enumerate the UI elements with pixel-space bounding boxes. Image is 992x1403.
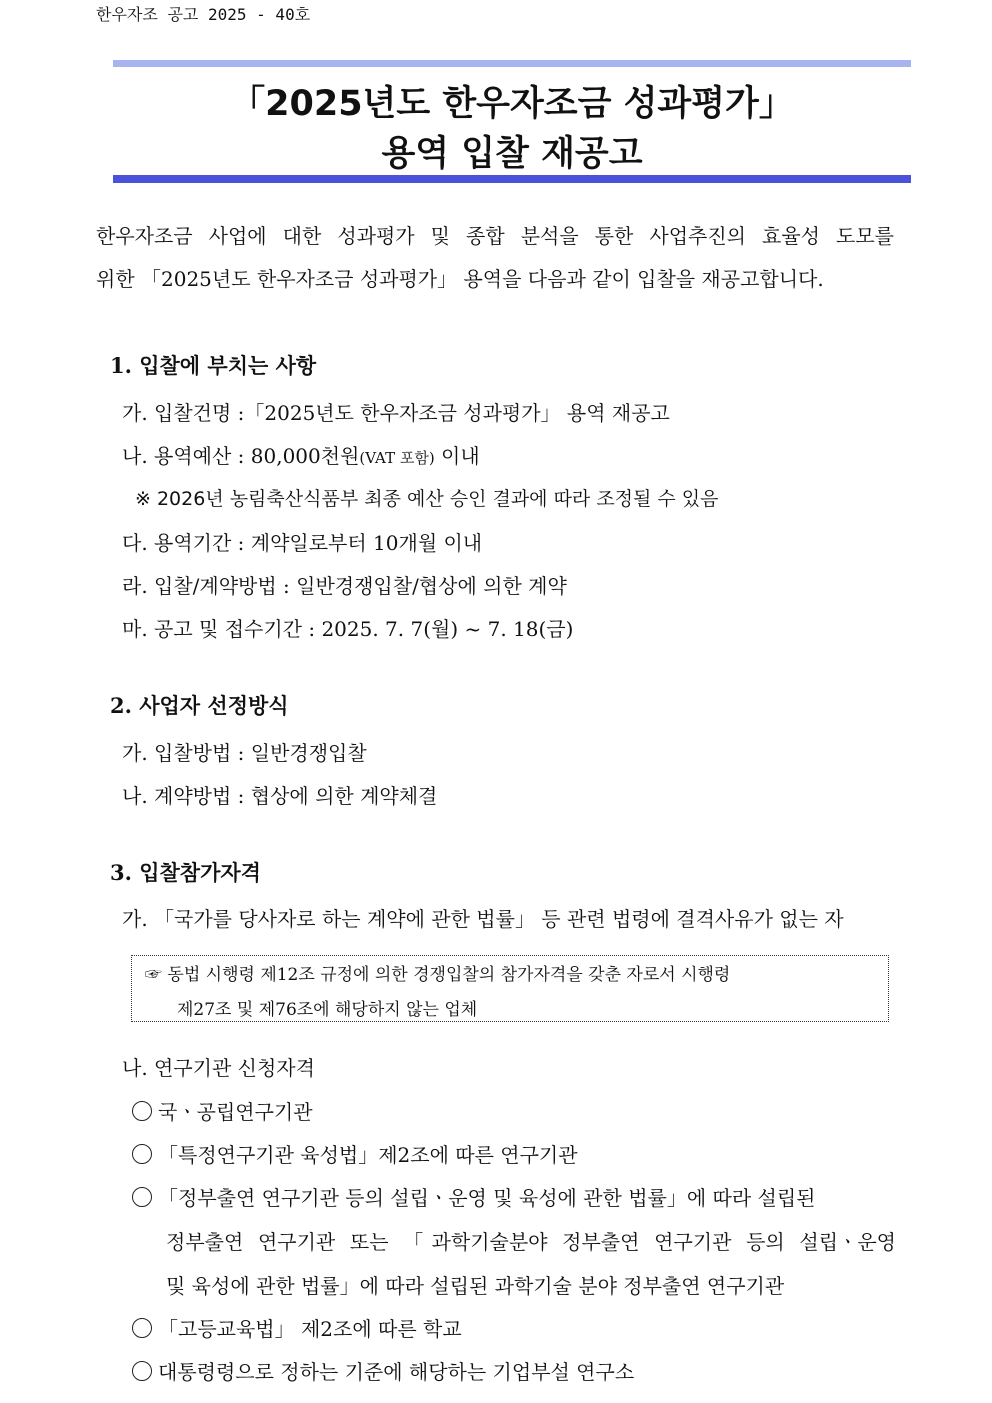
eligible-item-3-cont-1: 정부출연 연구기관 또는 「과학기술분야 정부출연 연구기관 등의 설립ㆍ운영 bbox=[166, 1230, 896, 1254]
section3-item-b: 나. 연구기관 신청자격 bbox=[122, 1056, 315, 1080]
eligible-item-2-text: 「특정연구기관 육성법」제2조에 따른 연구기관 bbox=[158, 1143, 578, 1167]
section2-heading: 2. 사업자 선정방식 bbox=[110, 693, 289, 718]
notice-number: 한우자조 공고 2025 - 40호 bbox=[96, 5, 311, 24]
eligible-item-1-text: 국ㆍ공립연구기관 bbox=[158, 1100, 313, 1124]
eligible-item-5-text: 대통령령으로 정하는 기준에 해당하는 기업부설 연구소 bbox=[158, 1360, 635, 1384]
note-box-line-2: 제27조 및 제76조에 해당하지 않는 업체 bbox=[177, 1000, 478, 1020]
section2-item-a: 가. 입찰방법 : 일반경쟁입찰 bbox=[122, 741, 367, 765]
circle-bullet-icon bbox=[132, 1144, 152, 1164]
eligible-item-4-text: 「고등교육법」 제2조에 따른 학교 bbox=[158, 1317, 462, 1341]
eligible-item-5 bbox=[132, 1356, 634, 1385]
note-box-line-1: ☞ 동법 시행령 제12조 규정에 의한 경쟁입찰의 참가자격을 갖춘 자로서 시행령 bbox=[145, 965, 731, 985]
circle-bullet-icon bbox=[132, 1318, 152, 1338]
eligible-item-2 bbox=[132, 1139, 578, 1168]
intro-line-1: 한우자조금 사업에 대한 성과평가 및 종합 분석을 통한 사업추진의 효율성 도모를 bbox=[96, 224, 894, 248]
section1-item-c: 다. 용역기간 : 계약일로부터 10개월 이내 bbox=[122, 531, 483, 555]
budget-text: 나. 용역예산 : 80,000천원 bbox=[122, 444, 360, 468]
section1-item-e: 마. 공고 및 접수기간 : 2025. 7. 7(월) ~ 7. 18(금) bbox=[122, 617, 574, 641]
section1-budget-note: ※ 2026년 농림축산식품부 최종 예산 승인 결과에 따라 조정될 수 있음 bbox=[135, 488, 719, 510]
circle-bullet-icon bbox=[132, 1101, 152, 1121]
section1-heading: 1. 입찰에 부치는 사항 bbox=[110, 353, 317, 378]
section1-item-b bbox=[122, 440, 480, 469]
section1-item-a: 가. 입찰건명 :「2025년도 한우자조금 성과평가」 용역 재공고 bbox=[122, 401, 670, 425]
section2-item-b: 나. 계약방법 : 협상에 의한 계약체결 bbox=[122, 784, 438, 808]
title-bottom-rule bbox=[113, 175, 911, 183]
eligible-item-3-text: 「정부출연 연구기관 등의 설립ㆍ운영 및 육성에 관한 법률」에 따라 설립된 bbox=[158, 1186, 816, 1210]
section3-item-a: 가. 「국가를 당사자로 하는 계약에 관한 법률」 등 관련 법령에 결격사유가 없는 자 bbox=[122, 907, 844, 931]
section3-heading: 3. 입찰참가자격 bbox=[110, 860, 261, 885]
budget-suffix: 이내 bbox=[434, 444, 480, 468]
qualification-note-box bbox=[131, 955, 889, 1022]
budget-vat-note: (VAT 포함) bbox=[359, 449, 435, 467]
title-top-rule bbox=[113, 60, 911, 67]
eligible-item-1 bbox=[132, 1096, 313, 1125]
intro-line-2: 위한 「2025년도 한우자조금 성과평가」 용역을 다음과 같이 입찰을 재공고합니다. bbox=[96, 267, 824, 291]
eligible-item-3 bbox=[132, 1182, 816, 1211]
document-title-line2: 용역 입찰 재공고 bbox=[381, 134, 643, 174]
eligible-item-4 bbox=[132, 1313, 462, 1342]
document-title-line1: 「2025년도 한우자조금 성과평가」 bbox=[230, 84, 794, 124]
section1-item-d: 라. 입찰/계약방법 : 일반경쟁입찰/협상에 의한 계약 bbox=[122, 574, 567, 598]
circle-bullet-icon bbox=[132, 1187, 152, 1207]
circle-bullet-icon bbox=[132, 1361, 152, 1381]
eligible-item-3-cont-2: 및 육성에 관한 법률」에 따라 설립된 과학기술 분야 정부출연 연구기관 bbox=[166, 1274, 785, 1298]
